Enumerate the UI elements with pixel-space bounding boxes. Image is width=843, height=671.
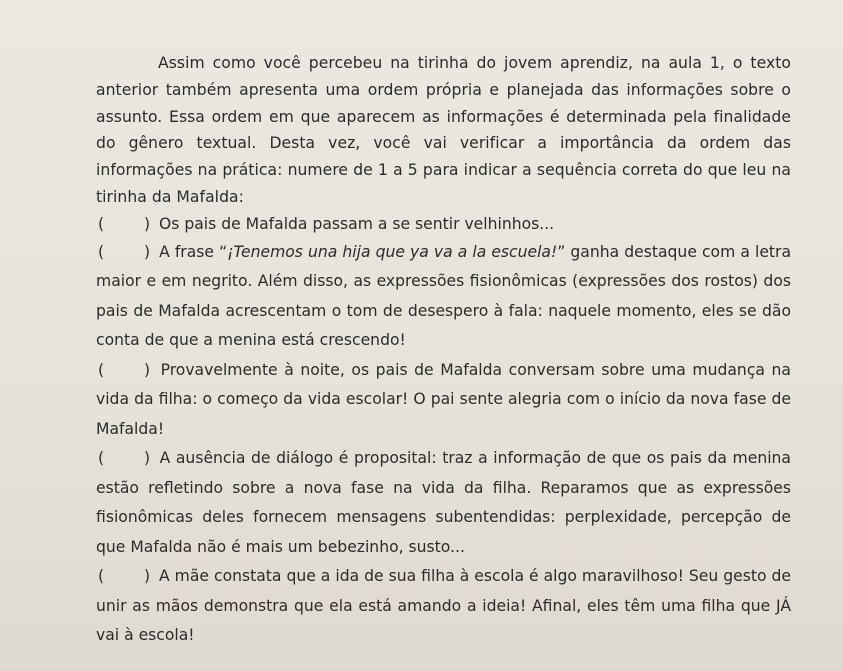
close-paren: ) [144, 214, 151, 233]
answer-blank-3[interactable] [96, 356, 154, 386]
open-paren: ( [98, 360, 105, 379]
intro-text: Assim como você percebeu na tirinha do jovem aprendiz, na aula 1, o texto anterior também apresenta uma ordem própria e planejada das informações sobre o assunto. Essa ordem em que aparecem as informações é determinada pela finalidade do gênero textual. Desta vez, você vai verificar a importância da ordem das informações na prática: numere de 1 a 5 para indicar a sequência correta do que leu na tirinha da Mafalda: [96, 54, 791, 206]
sequence-item-4 [96, 444, 791, 562]
answer-blank-2[interactable] [96, 238, 154, 268]
item-5-text: A mãe constata que a ida de sua filha à escola é algo maravilhoso! Seu gesto de unir as mãos demonstra que ela está amando a ideia! Afinal, eles têm uma filha que JÁ vai à escola! [96, 567, 791, 645]
open-paren: ( [98, 214, 105, 233]
sequence-item-3 [96, 356, 791, 445]
close-paren: ) [144, 567, 151, 586]
answer-blank-5[interactable] [96, 562, 154, 592]
answer-blank-4[interactable] [96, 444, 154, 474]
sequence-item-5 [96, 562, 791, 651]
item-2-text-after: ” ganha destaque com a letra maior e em negrito. Além disso, as expressões fisionômicas (expressões dos rostos) dos pais de Mafalda acrescentam o tom de desespero à fala: naquele momento, eles se dão conta de que a menina está crescendo! [96, 242, 791, 350]
intro-paragraph [96, 50, 791, 211]
sequence-item-1 [96, 211, 791, 238]
close-paren: ) [144, 242, 151, 261]
open-paren: ( [98, 567, 105, 586]
item-1-text: Os pais de Mafalda passam a se sentir velhinhos... [158, 214, 555, 233]
sequence-item-2 [96, 238, 791, 356]
answer-blank-1[interactable] [96, 211, 154, 238]
close-paren: ) [144, 360, 151, 379]
close-paren: ) [144, 449, 151, 468]
item-2-quote: ¡Tenemos una hija que ya va a la escuela! [227, 242, 558, 261]
item-2-text-before: A frase “ [159, 242, 228, 261]
item-4-text: A ausência de diálogo é proposital: traz a informação de que os pais da menina estão refletindo sobre a nova fase na vida da filha. Reparamos que as expressões fisionômicas deles fornecem mensagens subentendidas: perplexidade, percepção de que Mafalda não é mais um bebezinho, susto... [96, 449, 791, 556]
open-paren: ( [98, 449, 105, 468]
open-paren: ( [98, 242, 105, 261]
item-3-text: Provavelmente à noite, os pais de Mafalda conversam sobre uma mudança na vida da filha: o começo da vida escolar! O pai sente alegria com o início da nova fase de Mafalda! [96, 360, 791, 438]
